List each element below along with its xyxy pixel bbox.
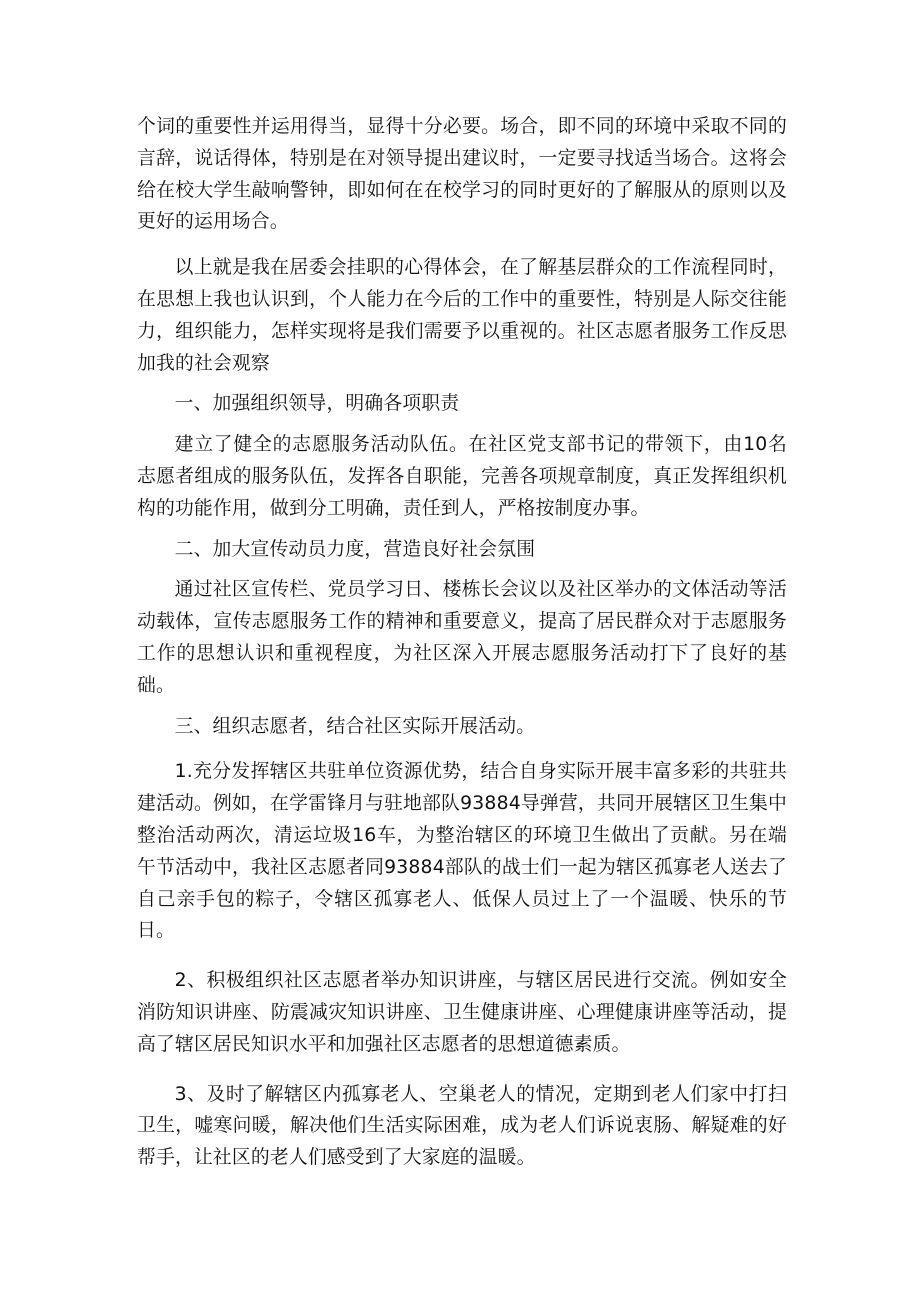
section-heading-3: 三、组织志愿者，结合社区实际开展活动。 xyxy=(174,715,536,737)
paragraph-item-3: 3、及时了解辖区内孤寡老人、空巢老人的情况，定期到老人们家中打扫卫生，嘘寒问暖，解决他们生活实际困难，成为老人们诉说衷肠、解疑难的好帮手，让社区的老人们感受到了大家庭的温暖。 xyxy=(137,1083,787,1169)
section-heading-1: 一、加强组织领导，明确各项职责 xyxy=(174,393,460,415)
paragraph-item-1: 1.充分发挥辖区共驻单位资源优势，结合自身实际开展丰富多彩的共驻共建活动。例如，在学雷锋月与驻地部队93884导弹营，共同开展辖区卫生集中整治活动两次，清运垃圾16车，为整治辖区的环境卫生做出了贡献。另在端午节活动中，我社区志愿者同93884部队的战士们一起为辖区孤寡老人送去了自己亲手包的粽子，令辖区孤寡老人、低保人员过上了一个温暖、快乐的节日。 xyxy=(137,761,787,942)
paragraph-team: 建立了健全的志愿服务活动队伍。在社区党支部书记的带领下，由10名志愿者组成的服务队伍，发挥各自职能，完善各项规章制度，真正发挥组织机构的功能作用，做到分工明确，责任到人，严格按制度办事。 xyxy=(137,434,787,519)
document-body xyxy=(137,111,787,1174)
paragraph-continuation: 个词的重要性并运用得当，显得十分必要。场合，即不同的环境中采取不同的言辞，说话得体，特别是在对领导提出建议时，一定要寻找适当场合。这将会给在校大学生敲响警钟，即如何在在校学习的同时更好的了解服从的原则以及更好的运用场合。 xyxy=(137,116,787,233)
paragraph-summary: 以上就是我在居委会挂职的心得体会，在了解基层群众的工作流程同时，在思想上我也认识到，个人能力在今后的工作中的重要性，特别是人际交往能力，组织能力，怎样实现将是我们需要予以重视的。社区志愿者服务工作反思加我的社会观察 xyxy=(137,257,787,374)
section-heading-2: 二、加大宣传动员力度，营造良好社会氛围 xyxy=(174,538,536,560)
paragraph-item-2: 2、积极组织社区志愿者举办知识讲座，与辖区居民进行交流。例如安全消防知识讲座、防震减灾知识讲座、卫生健康讲座、心理健康讲座等活动，提高了辖区居民知识水平和加强社区志愿者的思想道德素质。 xyxy=(137,970,787,1055)
paragraph-publicity: 通过社区宣传栏、党员学习日、楼栋长会议以及社区举办的文体活动等活动载体，宣传志愿服务工作的精神和重要意义，提高了居民群众对于志愿服务工作的思想认识和重视程度，为社区深入开展志愿服务活动打下了良好的基础。 xyxy=(137,579,787,696)
